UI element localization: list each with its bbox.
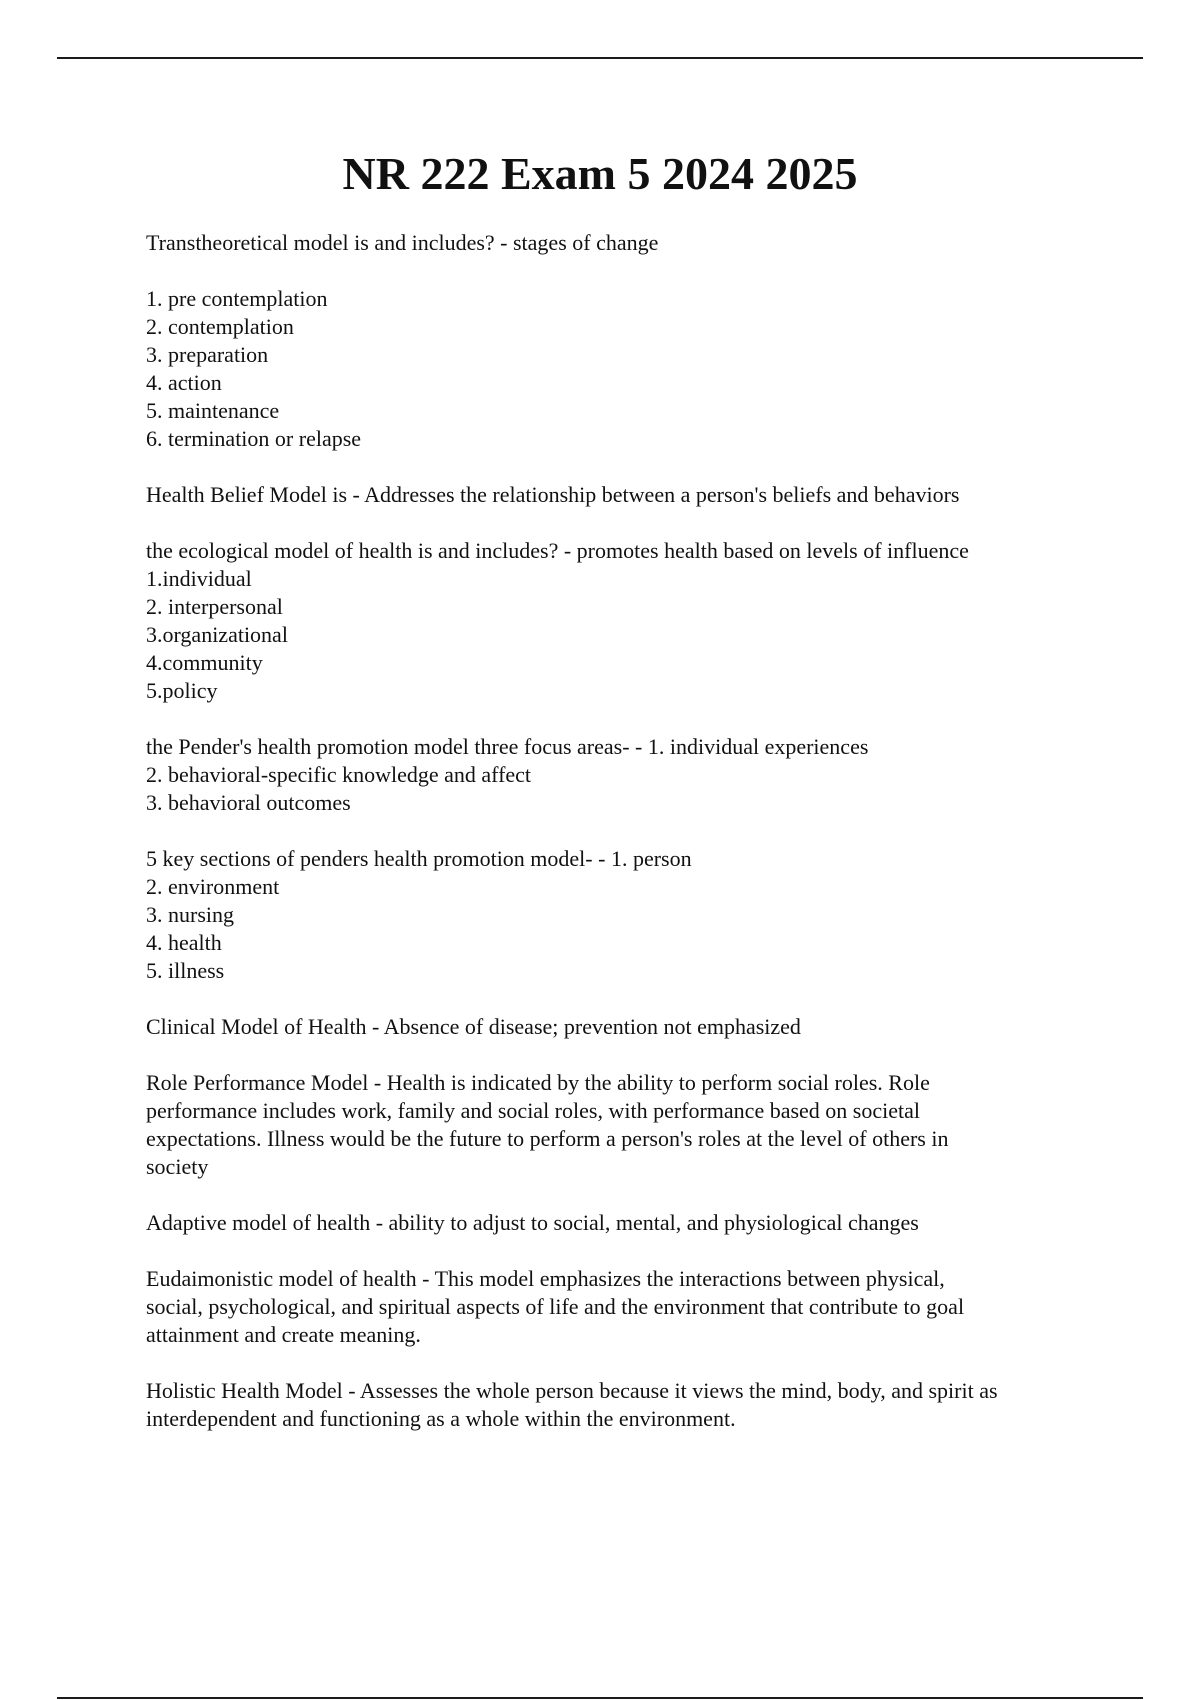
qa-entry bbox=[146, 1209, 1096, 1237]
text-line: 5 key sections of penders health promotion model- - 1. person bbox=[146, 846, 692, 871]
text-line: attainment and create meaning. bbox=[146, 1322, 421, 1347]
text-line: interdependent and functioning as a whole within the environment. bbox=[146, 1406, 736, 1431]
text-line: 3. behavioral outcomes bbox=[146, 790, 351, 815]
qa-entry bbox=[146, 733, 1096, 817]
text-line: 2. interpersonal bbox=[146, 594, 283, 619]
text-line: Health Belief Model is - Addresses the relationship between a person's beliefs and behaviors bbox=[146, 482, 960, 507]
qa-entry bbox=[146, 1013, 1096, 1041]
text-line: 5. illness bbox=[146, 958, 225, 983]
text-line: 4.community bbox=[146, 650, 263, 675]
qa-entry bbox=[146, 285, 1096, 453]
text-line: 5.policy bbox=[146, 678, 218, 703]
top-rule bbox=[57, 57, 1143, 59]
text-line: society bbox=[146, 1154, 209, 1179]
qa-entry bbox=[146, 229, 1096, 257]
text-line: social, psychological, and spiritual aspects of life and the environment that contribute to goal bbox=[146, 1294, 965, 1319]
text-line: 4. action bbox=[146, 370, 222, 395]
text-line: 6. termination or relapse bbox=[146, 426, 362, 451]
text-line: Transtheoretical model is and includes? - stages of change bbox=[146, 230, 659, 255]
text-line: 4. health bbox=[146, 930, 222, 955]
text-line: 3. preparation bbox=[146, 342, 269, 367]
text-line: performance includes work, family and social roles, with performance based on societal bbox=[146, 1098, 920, 1123]
bottom-rule bbox=[57, 1697, 1143, 1699]
text-line: expectations. Illness would be the future to perform a person's roles at the level of others in bbox=[146, 1126, 949, 1151]
text-line: 1.individual bbox=[146, 566, 252, 591]
text-line: Role Performance Model - Health is indicated by the ability to perform social roles. Role bbox=[146, 1070, 930, 1095]
text-line: 2. contemplation bbox=[146, 314, 294, 339]
text-line: Eudaimonistic model of health - This model emphasizes the interactions between physical, bbox=[146, 1266, 945, 1291]
qa-entry bbox=[146, 481, 1096, 509]
qa-entry bbox=[146, 1265, 1096, 1349]
qa-entry bbox=[146, 1377, 1096, 1433]
text-line: 5. maintenance bbox=[146, 398, 280, 423]
text-line: 1. pre contemplation bbox=[146, 286, 328, 311]
qa-entry bbox=[146, 1069, 1096, 1181]
text-line: 3. nursing bbox=[146, 902, 234, 927]
text-line: the Pender's health promotion model three focus areas- - 1. individual experiences bbox=[146, 734, 869, 759]
qa-entry bbox=[146, 537, 1096, 705]
text-line: 2. environment bbox=[146, 874, 280, 899]
text-line: 3.organizational bbox=[146, 622, 288, 647]
page-title: NR 222 Exam 5 2024 2025 bbox=[342, 148, 858, 199]
qa-entry bbox=[146, 845, 1096, 985]
document-body bbox=[146, 229, 1096, 1461]
text-line: Adaptive model of health - ability to adjust to social, mental, and physiological changes bbox=[146, 1210, 919, 1235]
text-line: the ecological model of health is and includes? - promotes health based on levels of influence bbox=[146, 538, 969, 563]
text-line: 2. behavioral-specific knowledge and affect bbox=[146, 762, 532, 787]
text-line: Clinical Model of Health - Absence of disease; prevention not emphasized bbox=[146, 1014, 801, 1039]
text-line: Holistic Health Model - Assesses the whole person because it views the mind, body, and spirit as bbox=[146, 1378, 998, 1403]
